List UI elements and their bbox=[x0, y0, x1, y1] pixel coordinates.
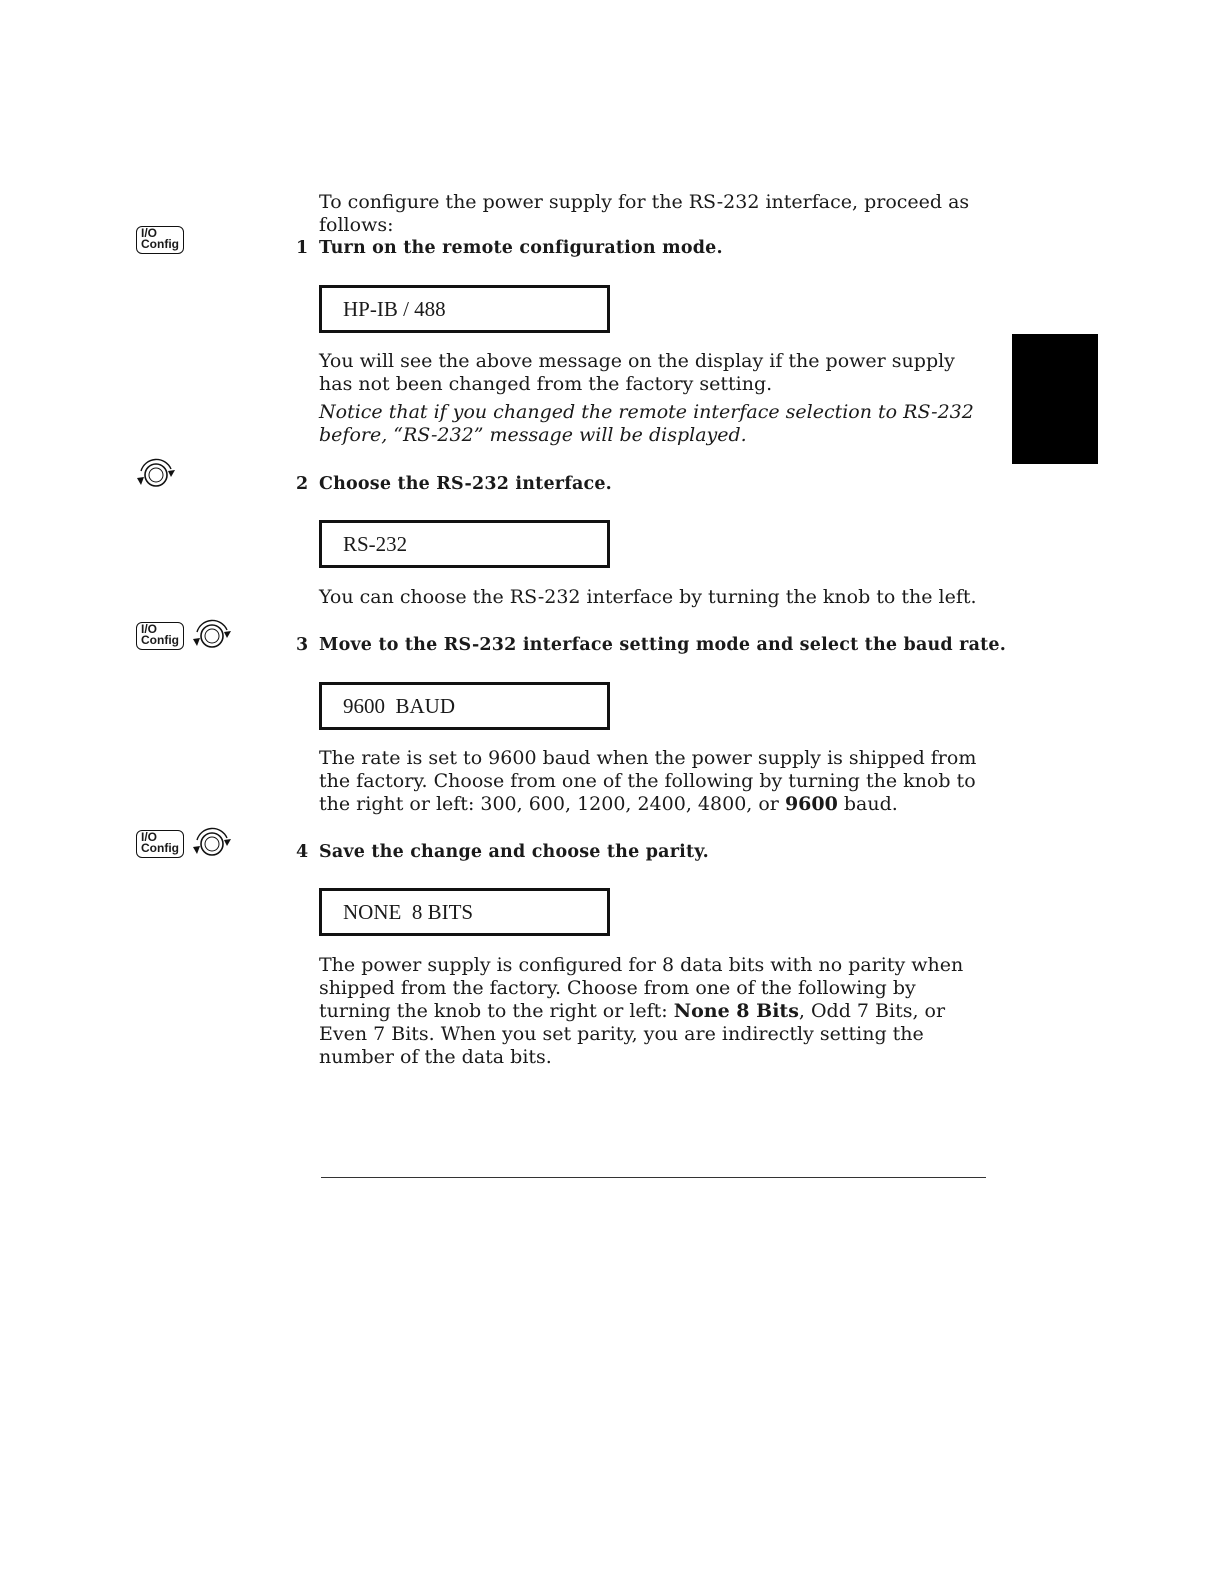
io-config-key-icon: I/O Config bbox=[136, 226, 184, 254]
display-step-3: 9600 BAUD bbox=[319, 682, 610, 730]
intro-text: To configure the power supply for the RS-232 interface, proceed as follows: bbox=[319, 191, 970, 236]
display-step-4: NONE 8 BITS bbox=[319, 888, 610, 936]
knob-icon bbox=[135, 458, 179, 494]
step-3-heading bbox=[296, 635, 1007, 655]
io-config-key-icon: I/O Config bbox=[136, 830, 184, 858]
step-4-heading bbox=[296, 842, 709, 862]
step-3-number: 3 bbox=[296, 635, 309, 655]
io-config-key-icon: I/O Config bbox=[136, 622, 184, 650]
step-1-title: Turn on the remote configuration mode. bbox=[319, 238, 723, 258]
step-3-title: Move to the RS-232 interface setting mode and select the baud rate. bbox=[319, 635, 1007, 655]
step-2-description: You can choose the RS-232 interface by turning the knob to the left. bbox=[319, 586, 977, 608]
step-1-note: Notice that if you changed the remote interface selection to RS-232 before, “RS-232” message will be displayed. bbox=[319, 401, 974, 446]
step-2-title: Choose the RS-232 interface. bbox=[319, 474, 612, 494]
chapter-tab bbox=[1012, 334, 1098, 464]
step-2-heading bbox=[296, 474, 612, 494]
step-3-description: The rate is set to 9600 baud when the power supply is shipped from the factory. Choose from one of the following by turning the knob to the right or left: 300, 600, 1200, 2400, 4800, or 9600 baud. bbox=[319, 747, 977, 815]
knob-icon bbox=[191, 827, 235, 863]
display-step-1: HP-IB / 488 bbox=[319, 285, 610, 333]
display-step-2: RS-232 bbox=[319, 520, 610, 568]
step-1-number: 1 bbox=[296, 238, 309, 258]
step-4-title: Save the change and choose the parity. bbox=[319, 842, 709, 862]
footer-rule bbox=[321, 1177, 986, 1178]
step-4-number: 4 bbox=[296, 842, 309, 862]
knob-icon bbox=[191, 619, 235, 655]
step-4-description: The power supply is configured for 8 data bits with no parity when shipped from the factory. Choose from one of the following by turning the knob to the right or left: None 8 Bits, Odd 7 Bits, or Even 7 Bits. When you set parity, you are indirectly setting the number of the data bits. bbox=[319, 954, 964, 1068]
step-2-number: 2 bbox=[296, 474, 309, 494]
step-1-heading bbox=[296, 238, 723, 258]
step-1-description: You will see the above message on the display if the power supply has not been changed from the factory setting. bbox=[319, 350, 955, 395]
